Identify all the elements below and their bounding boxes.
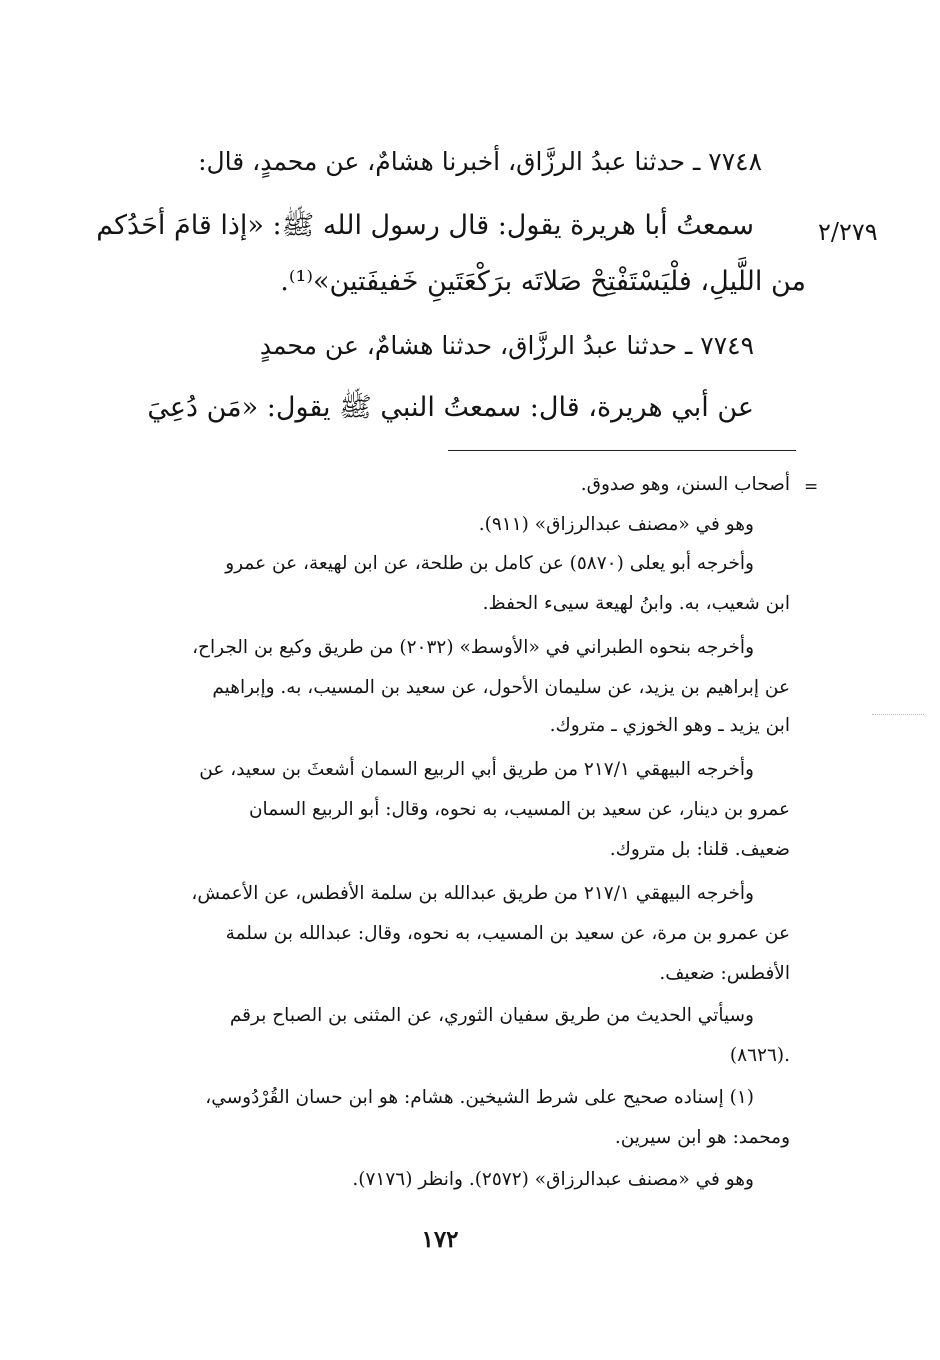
- footnote-line: ابن شعيب، به. وابنُ لهيعة سيىء الحفظ.: [482, 593, 790, 614]
- footnote-line: وهو في «مصنف عبدالرزاق» (٩١١).: [478, 514, 754, 535]
- footnote-line: وسيأتي الحديث من طريق سفيان الثوري، عن المثنى بن الصباح برقم: [229, 1005, 754, 1026]
- footnote-line: (١) إسناده صحيح على شرط الشيخين. هشام: هو ابن حسان القُرْدُوسي،: [205, 1087, 754, 1108]
- continuation-mark: =: [804, 477, 819, 497]
- footnote-line: عن عمرو بن مرة، عن سعيد بن المسيب، به نحوه، وقال: عبدالله بن سلمة: [225, 923, 790, 944]
- footnote-line: الأفطس: ضعيف.: [659, 963, 790, 984]
- footnote-separator: [448, 450, 796, 451]
- footnote-line: وأخرجه بنحوه الطبراني في «الأوسط» (٢٠٣٢) من طريق وكيع بن الجراح،: [192, 637, 754, 658]
- hadith-7748-line-1: ٧٧٤٨ ـ حدثنا عبدُ الرزَّاق، أخبرنا هشامٌ، عن محمدٍ، قال:: [198, 147, 762, 176]
- footnote-line: وأخرجه البيهقي ٢١٧/١ من طريق أبي الربيع السمان أشعثَ بن سعيد، عن: [199, 759, 754, 780]
- hadith-7749-line-2: عن أبي هريرة، قال: سمعتُ النبي ﷺ يقول: «مَن دُعِيَ: [147, 392, 754, 423]
- footnote-line: عمرو بن دينار، عن سعيد بن المسيب، به نحوه، وقال: أبو الربيع السمان: [248, 799, 790, 820]
- footnote-line: ومحمد: هو ابن سيرين.: [614, 1127, 790, 1148]
- scan-smudge: [872, 714, 924, 715]
- footnote-line: عن إبراهيم بن يزيد، عن سليمان الأحول، عن سعيد بن المسيب، به. وإبراهيم: [212, 677, 790, 698]
- footnote-line: وأخرجه البيهقي ٢١٧/١ من طريق عبدالله بن سلمة الأفطس، عن الأعمش،: [191, 883, 754, 904]
- hadith-7748-line-2: سمعتُ أبا هريرة يقول: قال رسول الله ﷺ: «إذا قامَ أحَدُكم: [96, 210, 754, 241]
- hadith-7748-line-3: من اللَّيلِ، فلْيَسْتَفْتِحْ صَلاتَه برَكْعَتَينِ خَفيفَتين»⁽¹⁾.: [280, 266, 806, 297]
- footnote-line: ضعيف. قلنا: بل متروك.: [609, 839, 790, 860]
- footnote-line: وهو في «مصنف عبدالرزاق» (٢٥٧٢). وانظر (٧١٧٦).: [352, 1169, 754, 1190]
- footnote-line: أصحاب السنن، وهو صدوق.: [580, 474, 790, 495]
- hadith-7749-line-1: ٧٧٤٩ ـ حدثنا عبدُ الرزَّاق، حدثنا هشامٌ، عن محمدٍ: [259, 331, 754, 360]
- footnote-line: (٨٦٢٦).: [729, 1045, 790, 1066]
- footnote-line: ابن يزيد ـ وهو الخوزي ـ متروك.: [549, 715, 790, 736]
- footnote-line: وأخرجه أبو يعلى (٥٨٧٠) عن كامل بن طلحة، عن ابن لهيعة، عن عمرو: [225, 553, 754, 574]
- page-number: ١٧٢: [421, 1226, 459, 1253]
- margin-reference: ٢/٢٧٩: [818, 218, 878, 246]
